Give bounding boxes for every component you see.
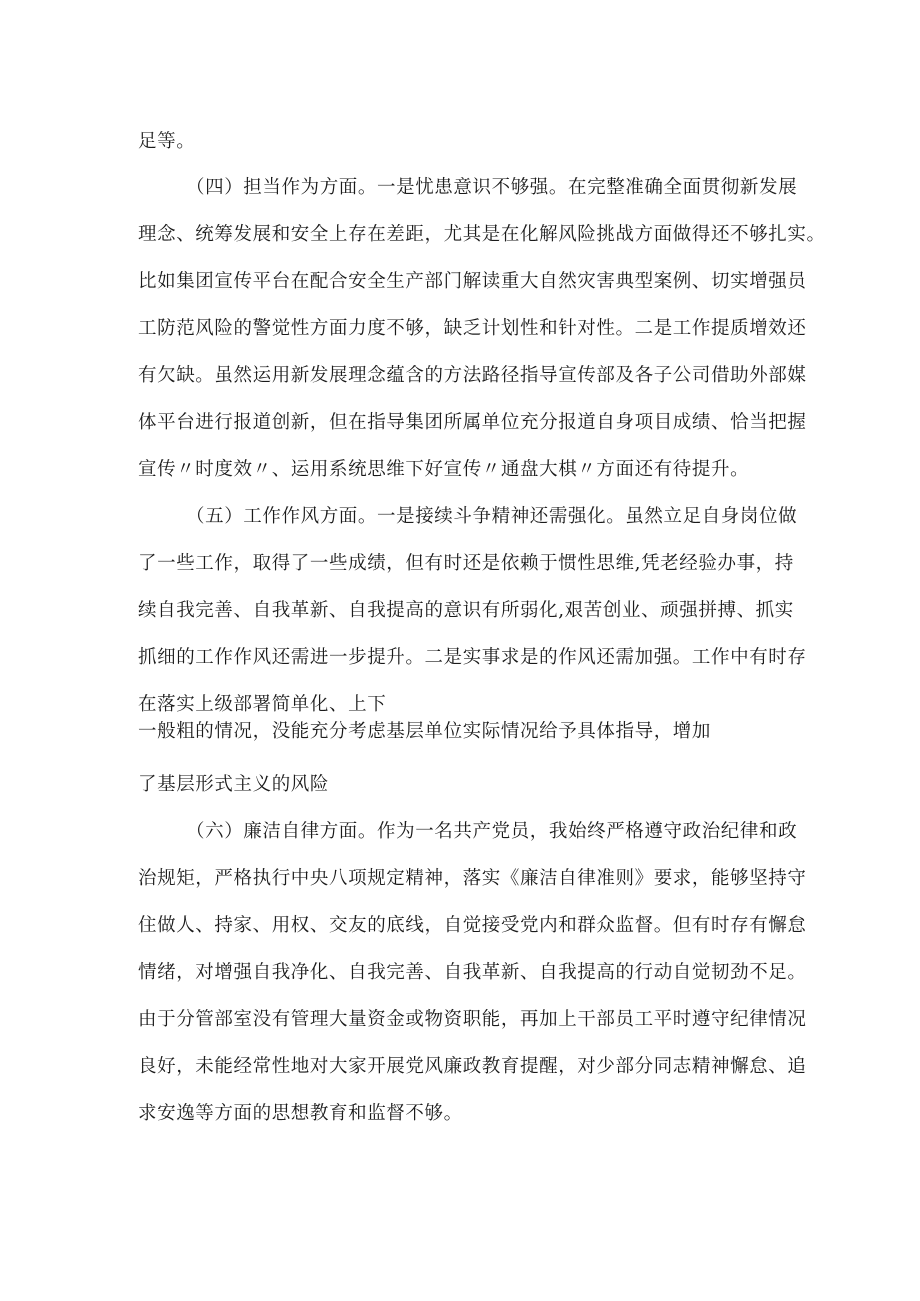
paragraph-heading-line: （四）担当作为方面。一是忧患意识不够强。在完整准确全面贯彻新发展 — [186, 177, 798, 198]
paragraph-heading-line: （五）工作作风方面。一是接续斗争精神还需强化。虽然立足自身岗位做 — [186, 506, 798, 527]
text-line: 一般粗的情况，没能充分考虑基层单位实际情况给予具体指导，增加 — [138, 721, 712, 742]
text-line: 工防范风险的警觉性方面力度不够，缺乏计划性和针对性。二是工作提质增效还 — [138, 318, 807, 339]
text-line: 有欠缺。虽然运用新发展理念蕴含的方法路径指导宣传部及各子公司借助外部媒 — [138, 365, 807, 386]
paragraph-heading-line: （六）廉洁自律方面。作为一名共产党员，我始终严格遵守政治纪律和政 — [186, 821, 798, 842]
text-line: 宣传〃时度效〃、运用系统思维下好宣传〃通盘大棋〃方面还有待提升。 — [138, 459, 750, 480]
text-line: 情绪，对增强自我净化、自我完善、自我革新、自我提高的行动自觉韧劲不足。 — [138, 962, 807, 983]
text-line: 良好，未能经常性地对大家开展党风廉政教育提醒，对少部分同志精神懈怠、追 — [138, 1056, 807, 1077]
text-line: 体平台进行报道创新，但在指导集团所属单位充分报道自身项目成绩、恰当把握 — [138, 412, 807, 433]
text-line: 求安逸等方面的思想教育和监督不够。 — [138, 1103, 463, 1124]
text-line: 比如集团宣传平台在配合安全生产部门解读重大自然灾害典型案例、切实增强员 — [138, 271, 807, 292]
text-line: 了基层形式主义的风险 — [138, 774, 330, 795]
text-line: 在落实上级部署简单化、上下 — [138, 694, 387, 715]
text-line: 理念、统筹发展和安全上存在差距，尤其是在化解风险挑战方面做得还不够扎实。 — [138, 224, 826, 245]
text-line: 足等。 — [138, 131, 196, 152]
text-line: 了一些工作，取得了一些成绩，但有时还是依赖于惯性思维,凭老经验办事，持 — [138, 553, 794, 574]
text-line: 住做人、持家、用权、交友的底线，自觉接受党内和群众监督。但有时存有懈怠 — [138, 915, 807, 936]
text-line: 治规矩，严格执行中央八项规定精神，落实《廉洁自律准则》要求，能够坚持守 — [138, 868, 807, 889]
text-line: 由于分管部室没有管理大量资金或物资职能，再加上干部员工平时遵守纪律情况 — [138, 1009, 807, 1030]
text-line: 抓细的工作作风还需进一步提升。二是实事求是的作风还需加强。工作中有时存 — [138, 647, 807, 668]
text-line: 续自我完善、自我革新、自我提高的意识有所弱化,艰苦创业、顽强拼搏、抓实 — [138, 600, 794, 621]
